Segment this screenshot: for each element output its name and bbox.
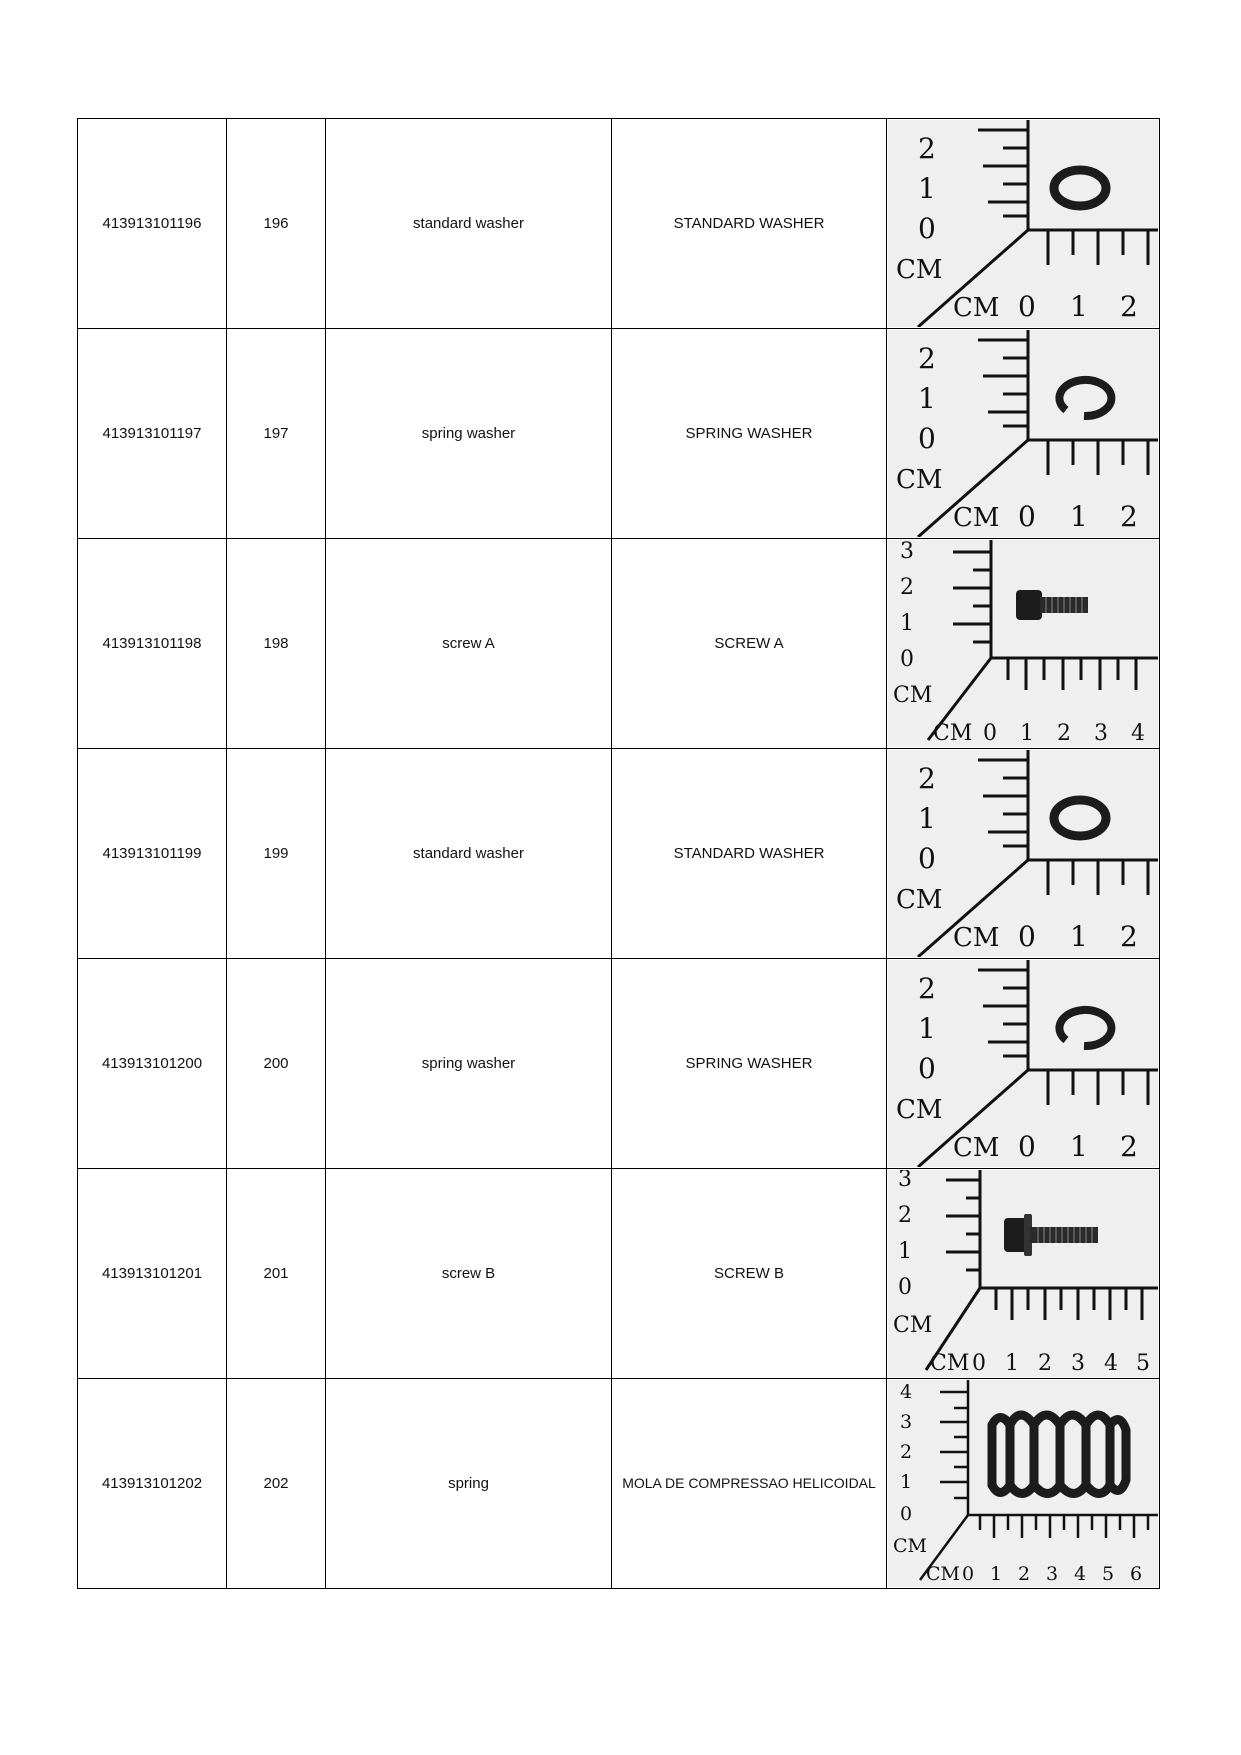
scale-label: 2 bbox=[918, 342, 936, 375]
scale-label: 1 bbox=[1070, 920, 1088, 953]
scale-label: 0 bbox=[898, 1275, 912, 1300]
washer-icon bbox=[1054, 170, 1106, 206]
scale-label: 2 bbox=[1038, 1351, 1052, 1376]
part-photo-washer bbox=[888, 750, 1158, 957]
scale-label: 1 bbox=[918, 172, 936, 205]
position-number: 200 bbox=[227, 959, 326, 1169]
scale-label: 2 bbox=[900, 1441, 913, 1463]
scale-label: 2 bbox=[900, 575, 914, 600]
scale-label: 4 bbox=[1131, 721, 1145, 746]
scale-unit-vertical: CM bbox=[896, 255, 943, 285]
scale-unit-vertical: CM bbox=[893, 1313, 933, 1338]
screw-icon bbox=[1016, 590, 1088, 620]
part-code: 413913101198 bbox=[78, 539, 227, 749]
part-photo-screw bbox=[888, 540, 1158, 747]
scale-label: 3 bbox=[1094, 721, 1108, 746]
scale-unit-horizontal: CM bbox=[953, 923, 1000, 953]
scale-label: 4 bbox=[1104, 1351, 1118, 1376]
spring-washer-icon bbox=[1059, 380, 1111, 416]
scale-label: 2 bbox=[1120, 920, 1138, 953]
scale-label: 0 bbox=[918, 422, 936, 455]
scale-label: 3 bbox=[1046, 1563, 1059, 1585]
scale-label: 0 bbox=[918, 212, 936, 245]
scale-label: 0 bbox=[1018, 290, 1036, 323]
part-code: 413913101200 bbox=[78, 959, 227, 1169]
table-row bbox=[78, 749, 1160, 959]
part-photo-spring-washer bbox=[888, 960, 1158, 1167]
scale-label: 2 bbox=[1120, 500, 1138, 533]
scale-label: 1 bbox=[1070, 1130, 1088, 1163]
position-number: 197 bbox=[227, 329, 326, 539]
scale-label: 1 bbox=[918, 802, 936, 835]
part-code: 413913101199 bbox=[78, 749, 227, 959]
part-description: SPRING WASHER bbox=[612, 329, 887, 539]
part-photo-cell bbox=[887, 1379, 1160, 1589]
scale-label: 2 bbox=[1018, 1563, 1031, 1585]
scale-label: 2 bbox=[918, 762, 936, 795]
scale-label: 1 bbox=[1020, 721, 1034, 746]
scale-label: 0 bbox=[918, 842, 936, 875]
part-description: SCREW A bbox=[612, 539, 887, 749]
scale-unit-vertical: CM bbox=[896, 1095, 943, 1125]
scale-label: 3 bbox=[900, 1411, 913, 1433]
scale-unit-vertical: CM bbox=[896, 465, 943, 495]
scale-label: 2 bbox=[1120, 290, 1138, 323]
part-name: screw A bbox=[326, 539, 612, 749]
part-name: spring bbox=[326, 1379, 612, 1589]
scale-label: 1 bbox=[918, 1012, 936, 1045]
scale-label: 2 bbox=[918, 132, 936, 165]
scale-label: 2 bbox=[918, 972, 936, 1005]
scale-label: 6 bbox=[1130, 1563, 1143, 1585]
part-photo-washer bbox=[888, 120, 1158, 327]
scale-unit-vertical: CM bbox=[893, 683, 933, 708]
scale-label: 2 bbox=[1057, 721, 1071, 746]
part-photo-coil-spring bbox=[888, 1380, 1158, 1587]
part-photo-cell bbox=[887, 539, 1160, 749]
screw-washer-icon bbox=[1004, 1214, 1098, 1256]
part-photo-cell bbox=[887, 329, 1160, 539]
part-code: 413913101196 bbox=[78, 119, 227, 329]
table-row bbox=[78, 119, 1160, 329]
position-number: 202 bbox=[227, 1379, 326, 1589]
scale-label: 0 bbox=[918, 1052, 936, 1085]
scale-label: 3 bbox=[900, 540, 914, 564]
scale-label: 0 bbox=[962, 1563, 975, 1585]
scale-label: 2 bbox=[898, 1203, 912, 1228]
part-name: spring washer bbox=[326, 959, 612, 1169]
scale-unit-horizontal: CM bbox=[953, 293, 1000, 323]
position-number: 196 bbox=[227, 119, 326, 329]
scale-label: 3 bbox=[898, 1170, 912, 1192]
scale-label: 4 bbox=[1074, 1563, 1087, 1585]
part-code: 413913101202 bbox=[78, 1379, 227, 1589]
part-name: spring washer bbox=[326, 329, 612, 539]
scale-label: 4 bbox=[900, 1381, 913, 1403]
scale-label: 1 bbox=[898, 1239, 912, 1264]
scale-label: 5 bbox=[1102, 1563, 1115, 1585]
scale-label: 1 bbox=[1070, 500, 1088, 533]
scale-unit-vertical: CM bbox=[896, 885, 943, 915]
part-photo-screw-with-washer bbox=[888, 1170, 1158, 1377]
scale-label: 1 bbox=[900, 1471, 913, 1493]
scale-label: 1 bbox=[1070, 290, 1088, 323]
scale-unit-horizontal: CM bbox=[926, 1563, 960, 1585]
table-row bbox=[78, 1379, 1160, 1589]
scale-label: 0 bbox=[1018, 920, 1036, 953]
scale-label: 1 bbox=[918, 382, 936, 415]
position-number: 201 bbox=[227, 1169, 326, 1379]
part-photo-spring-washer bbox=[888, 330, 1158, 537]
coil-spring-icon bbox=[992, 1415, 1126, 1494]
scale-label: 2 bbox=[1120, 1130, 1138, 1163]
part-code: 413913101197 bbox=[78, 329, 227, 539]
scale-unit-horizontal: CM bbox=[933, 721, 973, 746]
part-name: screw B bbox=[326, 1169, 612, 1379]
part-description: STANDARD WASHER bbox=[612, 119, 887, 329]
table-row bbox=[78, 539, 1160, 749]
scale-label: 1 bbox=[900, 611, 914, 636]
part-photo-cell bbox=[887, 959, 1160, 1169]
scale-label: 0 bbox=[1018, 1130, 1036, 1163]
scale-unit-horizontal: CM bbox=[930, 1351, 970, 1376]
scale-unit-horizontal: CM bbox=[953, 1133, 1000, 1163]
scale-label: 1 bbox=[1005, 1351, 1019, 1376]
scale-label: 3 bbox=[1071, 1351, 1085, 1376]
scale-unit-vertical: CM bbox=[893, 1535, 927, 1557]
parts-table bbox=[77, 118, 1160, 1589]
position-number: 198 bbox=[227, 539, 326, 749]
scale-label: 0 bbox=[1018, 500, 1036, 533]
spring-washer-icon bbox=[1059, 1010, 1111, 1046]
table-row bbox=[78, 329, 1160, 539]
part-code: 413913101201 bbox=[78, 1169, 227, 1379]
scale-label: 1 bbox=[990, 1563, 1003, 1585]
scale-unit-horizontal: CM bbox=[953, 503, 1000, 533]
scale-label: 5 bbox=[1136, 1351, 1150, 1376]
table-row bbox=[78, 1169, 1160, 1379]
table-row bbox=[78, 959, 1160, 1169]
position-number: 199 bbox=[227, 749, 326, 959]
part-description: SCREW B bbox=[612, 1169, 887, 1379]
part-photo-cell bbox=[887, 749, 1160, 959]
part-photo-cell bbox=[887, 119, 1160, 329]
part-description bbox=[612, 1379, 887, 1589]
part-name: standard washer bbox=[326, 119, 612, 329]
part-description-text: MOLA DE COMPRESSAO HELICOIDAL bbox=[622, 1475, 876, 1491]
scale-label: 0 bbox=[983, 721, 997, 746]
scale-label: 0 bbox=[900, 647, 914, 672]
part-name: standard washer bbox=[326, 749, 612, 959]
washer-icon bbox=[1054, 800, 1106, 836]
scale-label: 0 bbox=[972, 1351, 986, 1376]
part-description: STANDARD WASHER bbox=[612, 749, 887, 959]
part-photo-cell bbox=[887, 1169, 1160, 1379]
scale-label: 0 bbox=[900, 1503, 913, 1525]
part-description: SPRING WASHER bbox=[612, 959, 887, 1169]
